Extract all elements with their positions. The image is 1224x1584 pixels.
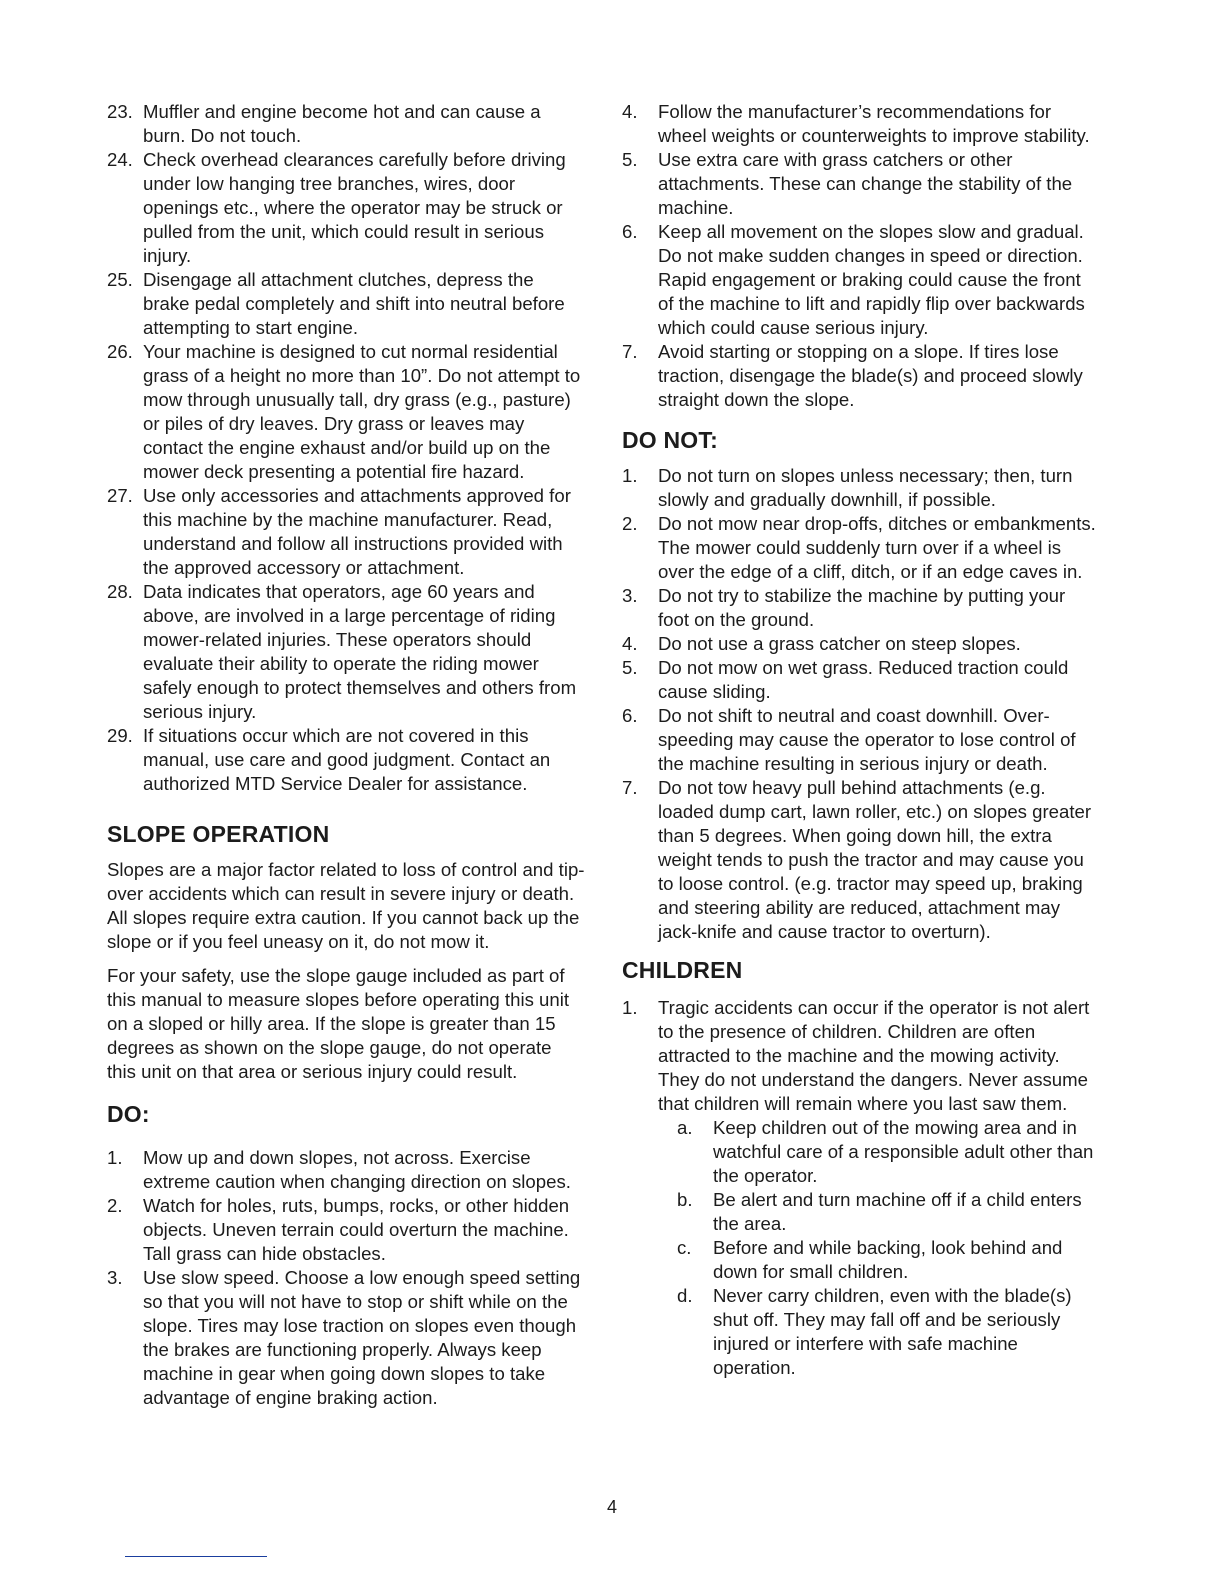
item-number: 1. <box>622 465 638 486</box>
item-text: Your machine is designed to cut normal residential grass of a height no more than 10”. Do not attempt to mow through unusually tall, dry grass (e.g., pasture) or piles of dry leaves. Dry grass or leaves may contact the engine exhaust and/or build up on the mower deck presenting a potential fire hazard. <box>143 341 581 482</box>
item-text: Never carry children, even with the blade(s) shut off. They may fall off and be seriously injured or interfere with safe machine operation. <box>713 1285 1072 1378</box>
list-item <box>622 340 1100 412</box>
slope-paragraph-2: For your safety, use the slope gauge included as part of this manual to measure slopes before operating this unit on a sloped or hilly area. If the slope is greater than 15 degrees as shown on the slope gauge, do not operate this unit on that area or serious injury could result. <box>107 965 570 1082</box>
list-item <box>107 100 585 148</box>
sub-list-item <box>677 1236 1100 1284</box>
do-list-continued <box>622 100 1100 412</box>
item-number: 2. <box>107 1195 123 1216</box>
item-number: 26. <box>107 341 133 362</box>
item-text: Do not mow near drop-offs, ditches or embankments. The mower could suddenly turn over if a wheel is over the edge of a cliff, ditch, or if an edge caves in. <box>658 513 1096 582</box>
list-item <box>622 148 1100 220</box>
item-text: Do not mow on wet grass. Reduced traction could cause sliding. <box>658 657 1069 702</box>
item-number: 1. <box>622 997 638 1018</box>
list-item <box>622 464 1100 512</box>
list-item <box>107 1146 585 1194</box>
item-number: 7. <box>622 341 638 362</box>
item-text: Do not use a grass catcher on steep slopes. <box>658 633 1021 654</box>
item-number: 29. <box>107 725 133 746</box>
list-item <box>107 580 585 724</box>
page-number: 4 <box>606 1497 617 1517</box>
item-number: 25. <box>107 269 133 290</box>
item-letter: d. <box>677 1285 693 1306</box>
list-item <box>107 1194 585 1266</box>
item-text: Watch for holes, ruts, bumps, rocks, or other hidden objects. Uneven terrain could overturn the machine. Tall grass can hide obstacles. <box>143 1195 570 1264</box>
item-number: 6. <box>622 221 638 242</box>
item-text: Disengage all attachment clutches, depress the brake pedal completely and shift into neutral before attempting to start engine. <box>143 269 565 338</box>
right-column <box>622 100 1100 1380</box>
item-text: Do not try to stabilize the machine by putting your foot on the ground. <box>658 585 1066 630</box>
item-text: If situations occur which are not covered in this manual, use care and good judgment. Contact an authorized MTD Service Dealer for assistance. <box>143 725 551 794</box>
item-text: Keep all movement on the slopes slow and gradual. Do not make sudden changes in speed or direction. Rapid engagement or braking could cause the front of the machine to lift and rapidly flip over backwards which could cause serious injury. <box>658 221 1085 338</box>
item-text: Use slow speed. Choose a low enough speed setting so that you will not have to stop or shift while on the slope. Tires may lose traction on slopes even though the brakes are functioning properly. Always keep machine in gear when going down slopes to take advantage of engine braking action. <box>143 1267 581 1408</box>
left-column <box>107 100 585 1410</box>
footer-rule <box>125 1556 267 1557</box>
list-item <box>622 656 1100 704</box>
children-heading: CHILDREN <box>622 957 743 983</box>
item-number: 4. <box>622 633 638 654</box>
list-item <box>107 1266 585 1410</box>
item-text: Be alert and turn machine off if a child enters the area. <box>713 1189 1082 1234</box>
item-text: Follow the manufacturer’s recommendations for wheel weights or counterweights to improve stability. <box>658 101 1090 146</box>
item-number: 24. <box>107 149 133 170</box>
children-sublist <box>658 1116 1100 1380</box>
list-item <box>622 100 1100 148</box>
item-number: 28. <box>107 581 133 602</box>
list-item <box>622 512 1100 584</box>
item-text: Do not shift to neutral and coast downhill. Over-speeding may cause the operator to lose control of the machine resulting in serious injury or death. <box>658 705 1076 774</box>
item-number: 5. <box>622 149 638 170</box>
item-number: 23. <box>107 101 133 122</box>
item-text: Do not tow heavy pull behind attachments (e.g. loaded dump cart, lawn roller, etc.) on slopes greater than 5 degrees. When going down hill, the extra weight tends to push the tractor and may cause you to loose control. (e.g. tractor may speed up, braking and steering ability are reduced, attachment may jack-knife and cause tractor to overturn). <box>658 777 1092 942</box>
list-item <box>107 268 585 340</box>
item-text: Do not turn on slopes unless necessary; then, turn slowly and gradually downhill, if possible. <box>658 465 1073 510</box>
list-item <box>107 484 585 580</box>
item-text: Data indicates that operators, age 60 years and above, are involved in a large percentage of riding mower-related injuries. These operators should evaluate their ability to operate the riding mower safely enough to protect themselves and others from serious injury. <box>143 581 577 722</box>
children-list <box>622 996 1100 1380</box>
general-safety-list <box>107 100 585 796</box>
item-letter: c. <box>677 1237 692 1258</box>
item-text: Keep children out of the mowing area and in watchful care of a responsible adult other than the operator. <box>713 1117 1094 1186</box>
item-number: 1. <box>107 1147 123 1168</box>
item-text: Tragic accidents can occur if the operator is not alert to the presence of children. Children are often attracted to the machine and the mowing activity. They do not understand the dangers. Never assume that children will remain where you last saw them. <box>658 997 1090 1114</box>
sub-list-item <box>677 1116 1100 1188</box>
item-letter: a. <box>677 1117 693 1138</box>
item-number: 5. <box>622 657 638 678</box>
item-number: 3. <box>622 585 638 606</box>
do-not-heading: DO NOT: <box>622 427 718 453</box>
item-number: 6. <box>622 705 638 726</box>
list-item <box>107 724 585 796</box>
item-text: Mow up and down slopes, not across. Exercise extreme caution when changing direction on slopes. <box>143 1147 571 1192</box>
item-text: Use extra care with grass catchers or other attachments. These can change the stability of the machine. <box>658 149 1073 218</box>
list-item <box>622 704 1100 776</box>
list-item <box>622 996 1100 1380</box>
do-list <box>107 1146 585 1410</box>
item-number: 2. <box>622 513 638 534</box>
sub-list-item <box>677 1188 1100 1236</box>
item-letter: b. <box>677 1189 693 1210</box>
list-item <box>622 220 1100 340</box>
item-text: Before and while backing, look behind and down for small children. <box>713 1237 1063 1282</box>
slope-operation-heading: SLOPE OPERATION <box>107 821 330 847</box>
item-number: 3. <box>107 1267 123 1288</box>
list-item <box>107 340 585 484</box>
item-text: Muffler and engine become hot and can cause a burn. Do not touch. <box>143 101 541 146</box>
item-number: 7. <box>622 777 638 798</box>
item-text: Check overhead clearances carefully before driving under low hanging tree branches, wires, door openings etc., where the operator may be struck or pulled from the unit, which could result in serious injury. <box>143 149 566 266</box>
item-number: 27. <box>107 485 133 506</box>
list-item <box>622 632 1100 656</box>
slope-paragraph-1: Slopes are a major factor related to loss of control and tip-over accidents which can result in severe injury or death. All slopes require extra caution. If you cannot back up the slope or if you feel uneasy on it, do not mow it. <box>107 859 585 952</box>
item-text: Use only accessories and attachments approved for this machine by the machine manufacturer. Read, understand and follow all instructions provided with the approved accessory or attachment. <box>143 485 571 578</box>
do-not-list <box>622 464 1100 944</box>
list-item <box>622 776 1100 944</box>
sub-list-item <box>677 1284 1100 1380</box>
item-number: 4. <box>622 101 638 122</box>
list-item <box>622 584 1100 632</box>
list-item <box>107 148 585 268</box>
do-heading: DO: <box>107 1101 150 1127</box>
item-text: Avoid starting or stopping on a slope. If tires lose traction, disengage the blade(s) and proceed slowly straight down the slope. <box>658 341 1083 410</box>
